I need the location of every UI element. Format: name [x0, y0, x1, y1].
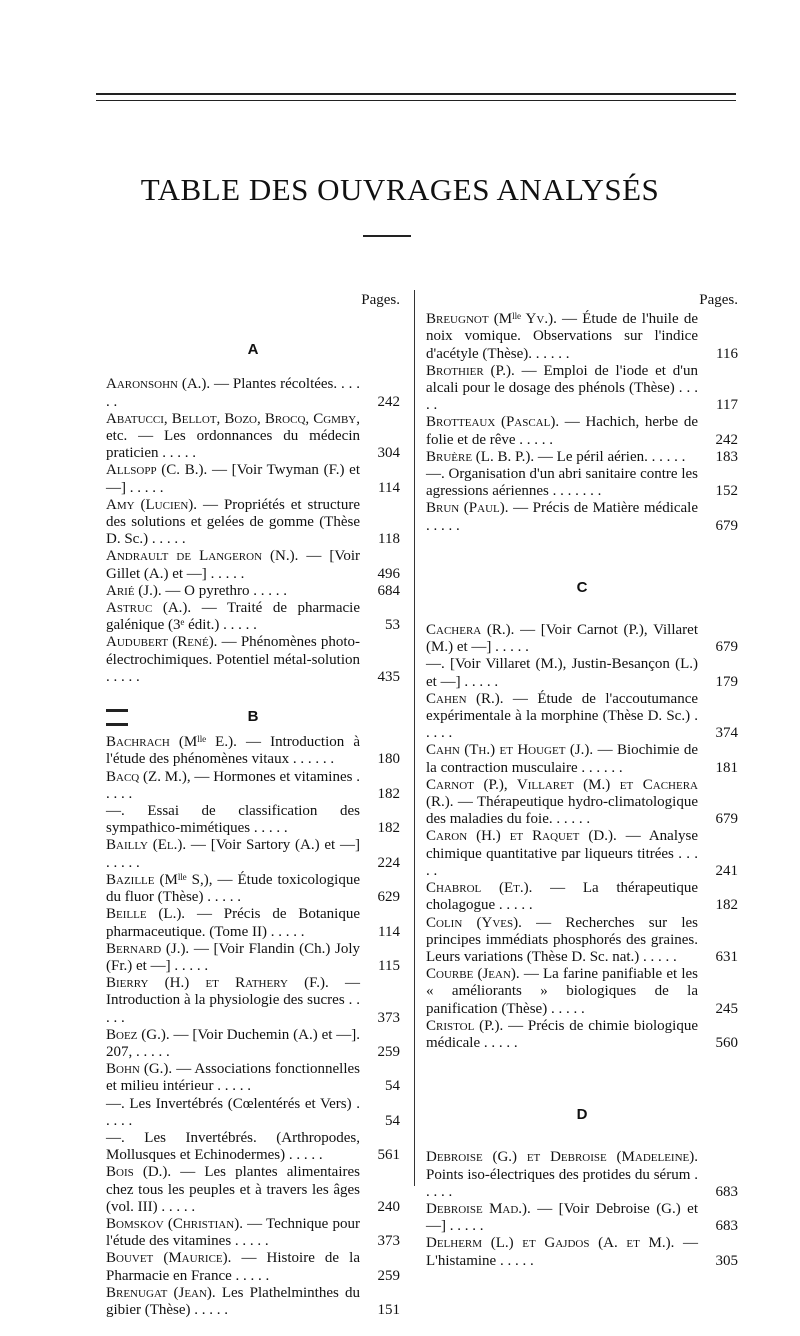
entry-author: Bailly (El.). — [106, 837, 187, 854]
leader-dots: . . . . . — [249, 582, 288, 599]
entry-page: 374 — [715, 725, 738, 742]
entry-title: etc. — Les ordonnances du médecin praticien — [106, 428, 360, 462]
index-entry — [426, 363, 738, 415]
section-letter-text: B — [247, 708, 259, 726]
entry-title: — Analyse chimique quantitative par liqueurs titrées — [426, 828, 698, 862]
entry-author: —. — [426, 656, 445, 673]
entry-author: —. — [106, 1095, 125, 1112]
entry-page: 183 — [715, 448, 738, 465]
index-entry — [426, 1201, 738, 1235]
section-letter — [426, 1106, 738, 1123]
index-entry — [106, 1250, 400, 1284]
leader-dots: . . . . . — [496, 1252, 534, 1269]
entry-title: — O pyrethro — [165, 582, 250, 599]
index-entry — [106, 497, 400, 549]
leader-dots: . . . . . — [126, 479, 164, 496]
leader-dots: . . . . . — [106, 854, 140, 871]
entry-page: 240 — [377, 1198, 400, 1215]
leader-dots: . . . . . — [231, 1233, 269, 1250]
index-entry — [426, 828, 738, 880]
entry-page: 114 — [378, 923, 400, 940]
leader-dots: . . . . . — [106, 992, 360, 1026]
section-letter-text: A — [247, 341, 259, 359]
entry-title: — Traité de pharmacie galénique (3ᵉ édit.) — [106, 600, 360, 634]
top-rule — [96, 93, 736, 95]
section-letter-text: D — [576, 1106, 588, 1124]
entry-title: — [Voir Sartory (A.) et —] — [190, 837, 361, 854]
section-letter — [106, 341, 400, 358]
entry-author: Bacq (Z. M.), — [106, 768, 191, 785]
index-entry — [106, 803, 400, 837]
entry-author: Cahn (Th.) et Houget (J.). — [426, 742, 594, 759]
entry-page: 180 — [377, 751, 400, 768]
index-entry — [426, 1149, 738, 1201]
entry-page: 117 — [716, 397, 738, 414]
index-entry — [426, 1235, 738, 1269]
entry-title: Organisation d'un abri sanitaire contre les agressions aériennes . . — [426, 466, 699, 500]
entry-title: — Histoire de la Pharmacie en France — [106, 1250, 360, 1284]
entry-author: Caron (H.) et Raquet (D.). — [426, 828, 617, 845]
leader-dots: . . . . . — [213, 1078, 251, 1095]
leader-dots: . . . . . — [106, 376, 361, 410]
entry-title: — [Voir Flandin (Ch.) Joly (Fr.) et —] — [106, 940, 360, 974]
entry-author: Bouvet (Maurice). — [106, 1250, 232, 1267]
entry-page: 496 — [377, 565, 400, 582]
leader-dots: . . . . . — [552, 811, 591, 828]
entry-author: Bruère (L. B. P.). — [426, 448, 535, 465]
leader-dots: . . . . . — [446, 1218, 484, 1235]
entry-title: — Les plantes alimentaires chez tous les peuples et à travers les âges (vol. III) — [106, 1164, 361, 1215]
leader-dots: . . . . . — [157, 1198, 196, 1215]
index-entry — [426, 449, 738, 466]
leader-dots: . . . . . — [250, 820, 288, 837]
index-entry — [426, 311, 738, 363]
index-entry — [426, 656, 738, 690]
index-entry — [106, 462, 400, 496]
leader-dots: . . . . . — [426, 845, 699, 879]
entry-title: — [Voir Duchemin (A.) et —]. 207, — [106, 1026, 361, 1060]
leader-dots: . . . . . — [296, 751, 335, 768]
entry-title: — L'histamine — [426, 1235, 698, 1269]
leader-dots: . . . . . — [426, 380, 699, 414]
page-title: TABLE DES OUVRAGES ANALYSÉS — [140, 172, 660, 207]
title-underline — [363, 235, 411, 237]
entry-title: — Étude de l'accoutumance expérimentale à la morphine (Thèse D. Sc.) — [426, 690, 699, 725]
entry-author: Cachera (R.). — [426, 622, 515, 639]
entry-page: 242 — [715, 431, 738, 448]
entry-author: Colin (Yves). — [426, 914, 522, 931]
entry-author: Bierry (H.) et Rathery (F.). — [106, 975, 329, 992]
entry-author: Brotteaux (Pascal). — [426, 414, 560, 431]
index-entry — [106, 872, 400, 906]
index-entry — [426, 622, 738, 656]
entry-page: 305 — [715, 1252, 738, 1269]
entry-title: — Précis de Matière médicale — [513, 500, 699, 517]
pages-header: Pages. — [699, 292, 738, 308]
entry-author: Cahen (R.). — [426, 690, 504, 707]
index-entry — [106, 975, 400, 1027]
entry-page: 182 — [377, 785, 400, 802]
index-entry — [106, 548, 400, 582]
entry-author: Bois (D.). — [106, 1164, 172, 1181]
leader-dots: . . . . . — [106, 1095, 361, 1129]
leader-dots: . . . . . — [647, 448, 686, 465]
entry-page: 115 — [378, 957, 400, 974]
entry-page: 259 — [377, 1267, 400, 1284]
leader-dots: . . . . . — [148, 531, 186, 548]
entry-page: 152 — [715, 483, 738, 500]
leader-dots: . . . . . — [203, 889, 241, 906]
entry-page: 182 — [715, 897, 738, 914]
entry-author: Delherm (L.) et Gajdos (A. et M.). — [426, 1235, 675, 1252]
leader-dots: . . . . . — [190, 1301, 229, 1318]
entry-author: Andrault de Langeron (N.). — [106, 548, 299, 565]
entry-page: 373 — [377, 1233, 400, 1250]
index-entry — [106, 600, 400, 634]
entry-page: 631 — [715, 948, 738, 965]
leader-dots: . . . . . — [426, 1166, 699, 1200]
entry-author: Allsopp (C. B.). — [106, 462, 208, 479]
leader-dots: . . . . . — [132, 1043, 170, 1060]
index-entry — [106, 1027, 400, 1061]
right-column — [426, 292, 738, 1270]
section-letter — [106, 708, 400, 725]
leader-dots: . . . . . — [106, 768, 361, 802]
section-mark — [106, 709, 128, 726]
entry-page: 373 — [377, 1009, 400, 1026]
entry-page: 118 — [378, 531, 400, 548]
entry-author: Arié (J.). — [106, 582, 162, 599]
column-divider — [414, 290, 415, 1186]
left-sections — [106, 341, 400, 1319]
index-entry — [426, 691, 738, 743]
entry-title: — Phénomènes photo-électrochimiques. Potentiel métal-solution — [106, 634, 361, 668]
leader-dots: . . . . . — [480, 1034, 518, 1051]
leader-dots: . . . . . — [158, 445, 196, 462]
entry-author: —. — [106, 1129, 125, 1146]
entry-title: — Introduction à la physiologie des sucres — [106, 975, 360, 1009]
entry-title: — La thérapeutique cholagogue — [426, 880, 698, 914]
right-sections — [426, 311, 738, 1270]
entry-author: Audubert (René). — [106, 634, 218, 651]
leader-dots: . . . . . — [639, 948, 677, 965]
leader-dots: . . . . . — [515, 431, 554, 448]
entry-page: 181 — [715, 759, 738, 776]
entry-page: 53 — [385, 617, 400, 634]
index-entry — [106, 1285, 400, 1319]
top-rule-thin — [96, 100, 736, 101]
entry-title: — Le péril aérien. — [537, 448, 648, 465]
entry-author: Brenugat (Jean). — [106, 1284, 216, 1301]
index-entry — [426, 1018, 738, 1052]
leader-dots: . . . . . — [170, 957, 209, 974]
entry-page: 683 — [715, 1218, 738, 1235]
leader-dots: . . . . . — [460, 673, 499, 690]
entry-page: 259 — [377, 1043, 400, 1060]
entry-title: — Précis de chimie biologique médicale — [426, 1017, 699, 1051]
left-column — [106, 292, 400, 1319]
entry-title: — Thérapeutique hydro-climatologique des maladies du foie. — [426, 794, 698, 828]
entry-title: — Étude de l'huile de noix vomique. Observations sur l'indice d'acétyle (Thèse). — [426, 311, 698, 362]
entry-title: — Emploi de l'iode et d'un alcali pour le dosage des phénols (Thèse) — [426, 362, 699, 397]
entry-page: 683 — [715, 1183, 738, 1200]
entry-title: — Hachich, herbe de folie et de rêve — [426, 414, 699, 448]
entry-page: 684 — [377, 582, 400, 599]
entry-author: Breugnot (Mˡˡᵉ Yv.). — [426, 311, 557, 328]
leader-dots: . . . . . — [206, 565, 245, 582]
leader-dots: . . . . . — [585, 759, 623, 776]
index-entry — [106, 837, 400, 871]
entry-page: 151 — [377, 1301, 400, 1318]
entry-page: 560 — [715, 1034, 738, 1051]
index-entry — [426, 777, 738, 829]
index-entry — [426, 880, 738, 914]
leader-dots: . . . . . — [285, 1147, 323, 1164]
section-letter-text: C — [576, 578, 588, 596]
entry-title: — Recherches sur les principes immédiats phosphorés des graines. Leurs variations (Thèse D. Sc. nat.) — [426, 914, 699, 965]
entry-title: — Biochimie de la contraction musculaire . — [426, 742, 699, 776]
entry-author: Brothier (P.). — [426, 362, 515, 379]
entry-title: — Introduction à l'étude des phénomènes vitaux . — [106, 734, 361, 768]
index-entry — [106, 411, 400, 463]
index-entry — [106, 1130, 400, 1164]
entry-title: — Hormones et vitamines — [194, 768, 353, 785]
index-entry — [106, 769, 400, 803]
entry-title: — Propriétés et structure des solutions et gelées de gomme (Thèse D. Sc.) — [106, 496, 361, 548]
entry-author: Brun (Paul). — [426, 500, 509, 517]
leader-dots: . . . . . — [426, 708, 699, 742]
entry-author: Cristol (P.). — [426, 1017, 504, 1034]
entry-author: Bachrach (Mˡˡᵉ E.). — [106, 734, 237, 751]
entry-title: — La farine panifiable et les « améliorants » biologiques de la panification (Thèse) — [426, 966, 698, 1017]
entry-page: 679 — [715, 639, 738, 656]
entry-page: 54 — [385, 1112, 400, 1129]
entry-author: Amy (Lucien). — [106, 496, 198, 513]
entry-page: 179 — [715, 673, 738, 690]
index-entry — [426, 414, 738, 448]
leader-dots: . . . . . — [495, 897, 533, 914]
section-letter — [426, 579, 738, 596]
entry-title: Les Invertébrés. (Arthropodes, Mollusques et Echinodermes) — [106, 1129, 360, 1164]
entry-page: 629 — [377, 889, 400, 906]
entry-author: Bomskov (Christian). — [106, 1215, 243, 1232]
entry-author: Courbe (Jean). — [426, 966, 520, 983]
index-entry — [426, 915, 738, 967]
entry-page: 435 — [377, 668, 400, 685]
entry-title: — Étude toxicologique du fluor (Thèse) — [106, 871, 361, 906]
entry-author: Bazille (Mˡˡᵉ S,), — [106, 871, 213, 888]
entry-title: — Précis de Botanique pharmaceutique. (Tome II) — [106, 906, 360, 940]
index-entry — [106, 1164, 400, 1216]
leader-dots: . . . . . — [547, 1000, 585, 1017]
index-entry — [106, 583, 400, 600]
leader-dots: . . . . . — [491, 639, 529, 656]
entry-page: 561 — [377, 1147, 400, 1164]
entry-page: 245 — [715, 1000, 738, 1017]
entry-title: — Associations fonctionnelles et milieu intérieur — [106, 1061, 361, 1095]
entry-page: 114 — [378, 479, 400, 496]
entry-author: Chabrol (Et.). — [426, 880, 533, 897]
index-entry — [426, 466, 738, 500]
entry-page: 241 — [715, 862, 738, 879]
entry-page: 224 — [377, 854, 400, 871]
entry-author: —. — [426, 466, 445, 483]
entry-author: Debroise Mad.). — [426, 1200, 531, 1217]
index-entry — [106, 376, 400, 410]
entry-author: Bohn (G.). — [106, 1061, 173, 1078]
entry-title: — [Voir Debroise (G.) et —] — [426, 1200, 699, 1235]
entry-title: Points iso-électriques des protides du sérum — [426, 1166, 691, 1183]
entry-title: Les Invertébrés (Cœlentérés et Vers) — [129, 1095, 352, 1112]
index-entry — [106, 1096, 400, 1130]
entry-page: 182 — [377, 820, 400, 837]
index-entry — [106, 634, 400, 686]
leader-dots: . . . . . — [219, 617, 257, 634]
entry-page: 304 — [377, 445, 400, 462]
entry-title: — [Voir Gillet (A.) et —] — [106, 548, 360, 582]
entry-title: [Voir Villaret (M.), Justin-Besançon (L.) et —] — [426, 656, 699, 690]
entry-page: 679 — [715, 517, 738, 534]
entry-title: — Plantes récoltées. — [214, 376, 338, 393]
entry-author: Debroise (G.) et Debroise (Madeleine). — [426, 1149, 698, 1166]
index-entry — [106, 941, 400, 975]
pages-header: Pages. — [361, 292, 400, 308]
entry-title: Les Plathelminthes du gibier (Thèse) — [106, 1284, 360, 1318]
entry-title: — [Voir Twyman (F.) et —] — [106, 462, 361, 496]
entry-author: —. — [106, 803, 125, 820]
entry-author: Abatucci, Bellot, Bozo, Brocq, Cgmby, — [106, 410, 360, 427]
index-entry — [106, 906, 400, 940]
leader-dots: . . . . . — [563, 483, 602, 500]
entry-page: 116 — [716, 345, 738, 362]
index-entry — [426, 742, 738, 776]
entry-author: Astruc (A.). — [106, 600, 192, 617]
index-entry — [426, 966, 738, 1018]
entry-author: Bernard (J.). — [106, 940, 190, 957]
entry-author: Aaronsohn (A.). — [106, 376, 211, 393]
entry-title: Essai de classification des sympathico-mimétiques — [106, 803, 360, 837]
entry-page: 242 — [377, 393, 400, 410]
leader-dots: . . . . . — [426, 517, 460, 534]
entry-author: Carnot (P.), Villaret (M.) et Cachera (R.). — [426, 776, 698, 811]
entry-title: — [Voir Carnot (P.), Villaret (M.) et —] — [426, 622, 698, 656]
entry-author: Beille (L.). — [106, 906, 186, 923]
entry-page: 679 — [715, 811, 738, 828]
leader-dots: . . . . . — [231, 1267, 270, 1284]
index-entry — [106, 734, 400, 768]
leader-dots: . . . . . — [531, 345, 570, 362]
leader-dots: . . . . . — [106, 668, 140, 685]
leader-dots: . . . . . — [266, 923, 305, 940]
entry-author: Boez (G.). — [106, 1026, 170, 1043]
index-entry — [106, 1061, 400, 1095]
entry-title: — Technique pour l'étude des vitamines — [106, 1215, 360, 1250]
entry-page: 54 — [385, 1078, 400, 1095]
index-entry — [106, 1216, 400, 1250]
index-entry — [426, 500, 738, 534]
